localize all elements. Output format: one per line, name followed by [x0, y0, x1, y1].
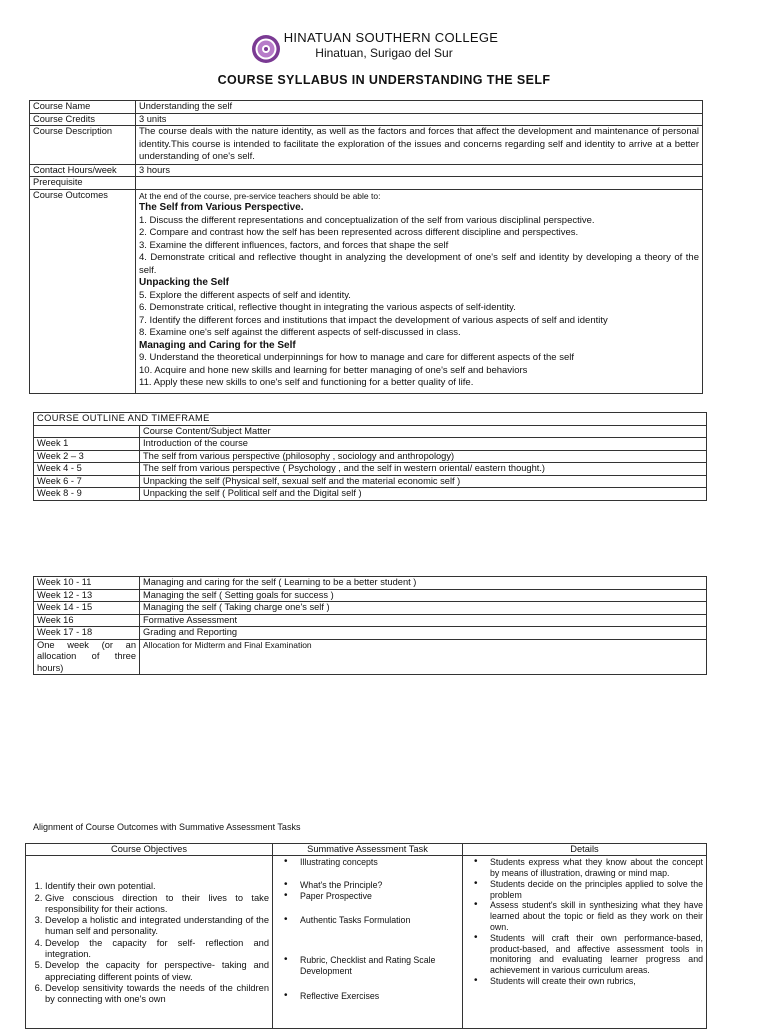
content-cell: Introduction of the course — [140, 438, 707, 451]
college-name: HINATUAN SOUTHERN COLLEGE — [283, 30, 499, 45]
table-row — [34, 450, 707, 463]
week-cell: Week 14 - 15 — [34, 602, 140, 615]
outcome-item: 3. Examine the different influences, factors, and forces that shape the self — [139, 239, 449, 251]
table-row — [34, 488, 707, 501]
outline-header-row — [34, 425, 707, 438]
task-item: • Illustrating concepts — [290, 857, 459, 868]
objectives-cell — [26, 856, 273, 1029]
course-outline-table-continued — [33, 576, 707, 675]
week-cell: Week 8 - 9 — [34, 488, 140, 501]
week-cell: Week 6 - 7 — [34, 475, 140, 488]
outline-content-header: Course Content/Subject Matter — [140, 425, 707, 438]
table-row — [34, 475, 707, 488]
value-contact-hours: 3 hours — [136, 164, 703, 177]
college-address: Hinatuan, Surigao del Sur — [315, 46, 453, 60]
content-cell: Unpacking the self ( Political self and the Digital self ) — [140, 488, 707, 501]
objective-item: 3. Develop a holistic and integrated understanding of the human self and personality. — [45, 915, 269, 938]
week-cell: Week 1 — [34, 438, 140, 451]
content-cell: Managing the self ( Setting goals for success ) — [140, 589, 707, 602]
week-cell: Week 10 - 11 — [34, 577, 140, 590]
outcome-item: 7. Identify the different forces and institutions that impact the development of various aspects of self and identity — [139, 314, 608, 326]
table-row — [34, 577, 707, 590]
row-contact-hours — [30, 164, 703, 177]
label-course-name: Course Name — [30, 101, 136, 114]
objective-item: 1. Identify their own potential. — [45, 881, 269, 892]
detail-item: • Assess student's skill in synthesizing what they have learned about the topic or field as they work on their own. — [480, 900, 703, 932]
outline-week-header — [34, 425, 140, 438]
alignment-body-row — [26, 856, 707, 1029]
content-cell: Managing the self ( Taking charge one's self ) — [140, 602, 707, 615]
section-title: Unpacking the Self — [139, 277, 230, 288]
outcome-item: 4. Demonstrate critical and reflective thought in analyzing the development of one's self and identity by developing a theory of the self. — [139, 252, 699, 276]
outcome-item: 1. Discuss the different representations and conceptualization of the self from various disciplinal perspective. — [139, 214, 595, 226]
outcome-section-2 — [139, 277, 699, 340]
content-cell: Unpacking the self (Physical self, sexual self and the material economic self ) — [140, 475, 707, 488]
alignment-header-row — [26, 844, 707, 856]
content-cell: Grading and Reporting — [140, 627, 707, 640]
content-cell: The self from various perspective (philosophy , sociology and anthropology) — [140, 450, 707, 463]
objective-item: 2. Give conscious direction to their lives to take responsibility for their actions. — [45, 893, 269, 916]
outline-title-row — [34, 413, 707, 426]
course-outline-table — [33, 412, 707, 501]
row-course-credits — [30, 113, 703, 126]
value-prerequisite — [136, 177, 703, 190]
table-row — [34, 463, 707, 476]
tasks-cell — [273, 856, 463, 1029]
outcome-item: 9. Understand the theoretical underpinnings for how to manage and care for different aspects of the self — [139, 352, 574, 363]
content-cell: The self from various perspective ( Psychology , and the self in western oriental/ eastern thought.) — [140, 463, 707, 476]
value-course-description: The course deals with the nature identity, as well as the factors and forces that affect the development and maintenance of personal identity.This course is intended to facilitate the exploration of the issues and concerns regarding self and identity to arrive at a better understanding of one's self. — [136, 126, 703, 165]
value-course-name: Understanding the self — [136, 101, 703, 114]
section-title: The Self from Various Perspective. — [139, 202, 304, 213]
section-title: Managing and Caring for the Self — [139, 339, 296, 351]
week-cell: Week 16 — [34, 614, 140, 627]
course-info-table — [29, 100, 703, 394]
row-course-outcomes — [30, 189, 703, 393]
outcome-item: 8. Examine one's self against the different aspects of self-discussed in class. — [139, 327, 461, 338]
outline-title: COURSE OUTLINE AND TIMEFRAME — [34, 413, 707, 426]
outcomes-intro: At the end of the course, pre-service teachers should be able to: — [139, 190, 381, 201]
outcome-item: 2. Compare and contrast how the self has been represented across different discipline and perspectives. — [139, 227, 579, 238]
row-prerequisite — [30, 177, 703, 190]
week-cell: Week 4 - 5 — [34, 463, 140, 476]
task-item: • What's the Principle? — [290, 880, 459, 891]
label-prerequisite: Prerequisite — [30, 177, 136, 190]
detail-item: • Students will craft their own performance-based, product-based, and affective assessment tools in monitoring and evaluating learner progress and achievement in various curriculum areas. — [480, 933, 703, 976]
alignment-table — [25, 843, 707, 1029]
label-course-credits: Course Credits — [30, 113, 136, 126]
alignment-title: Alignment of Course Outcomes with Summative Assessment Tasks — [33, 822, 301, 832]
task-item: • Paper Prospective — [290, 891, 459, 902]
detail-item: • Students will create their own rubrics, — [480, 976, 703, 987]
week-cell: Week 12 - 13 — [34, 589, 140, 602]
row-course-description — [30, 126, 703, 165]
header-details: Details — [463, 844, 707, 856]
objective-item: 6. Develop sensitivity towards the needs of the children by connecting with one's own — [45, 983, 269, 1006]
table-row — [34, 639, 707, 675]
content-cell: Formative Assessment — [140, 614, 707, 627]
week-cell: Week 2 – 3 — [34, 450, 140, 463]
objective-item: 4. Develop the capacity for self- reflection and integration. — [45, 938, 269, 961]
objective-item: 5. Develop the capacity for perspective- taking and appreciating different points of view. — [45, 960, 269, 983]
value-course-outcomes — [136, 189, 703, 393]
task-item: • Rubric, Checklist and Rating Scale Development — [290, 955, 459, 977]
content-cell: Managing and caring for the self ( Learning to be a better student ) — [140, 577, 707, 590]
content-cell: Allocation for Midterm and Final Examination — [140, 639, 707, 675]
outcome-item: 10. Acquire and hone new skills and learning for better managing of one's self and behaviors — [139, 364, 528, 376]
outcome-item: 6. Demonstrate critical, reflective thought in integrating the various aspects of self-identity. — [139, 302, 516, 313]
detail-item: • Students decide on the principles applied to solve the problem — [480, 879, 703, 901]
week-cell: One week (or an allocation of three hours) — [34, 639, 140, 675]
details-cell — [463, 856, 707, 1029]
table-row — [34, 627, 707, 640]
task-item: • Authentic Tasks Formulation — [290, 915, 459, 926]
table-row — [34, 438, 707, 451]
table-row — [34, 589, 707, 602]
outcome-item: 11. Apply these new skills to one's self and functioning for a better quality of life. — [139, 377, 474, 388]
outcome-item: 5. Explore the different aspects of self and identity. — [139, 289, 351, 301]
header-assessment-task: Summative Assessment Task — [273, 844, 463, 856]
label-course-outcomes: Course Outcomes — [30, 189, 136, 393]
header-course-objectives: Course Objectives — [26, 844, 273, 856]
label-course-description: Course Description — [30, 126, 136, 165]
task-item: • Reflective Exercises — [290, 991, 459, 1002]
outcome-section-1 — [139, 202, 699, 277]
outcome-section-3 — [139, 340, 699, 390]
label-contact-hours: Contact Hours/week — [30, 164, 136, 177]
value-course-credits: 3 units — [136, 113, 703, 126]
table-row — [34, 602, 707, 615]
table-row — [34, 614, 707, 627]
document-title: COURSE SYLLABUS IN UNDERSTANDING THE SELF — [217, 73, 551, 87]
detail-item: • Students express what they know about the concept by means of illustration, drawing or mind map. — [480, 857, 703, 879]
week-cell: Week 17 - 18 — [34, 627, 140, 640]
row-course-name — [30, 101, 703, 114]
